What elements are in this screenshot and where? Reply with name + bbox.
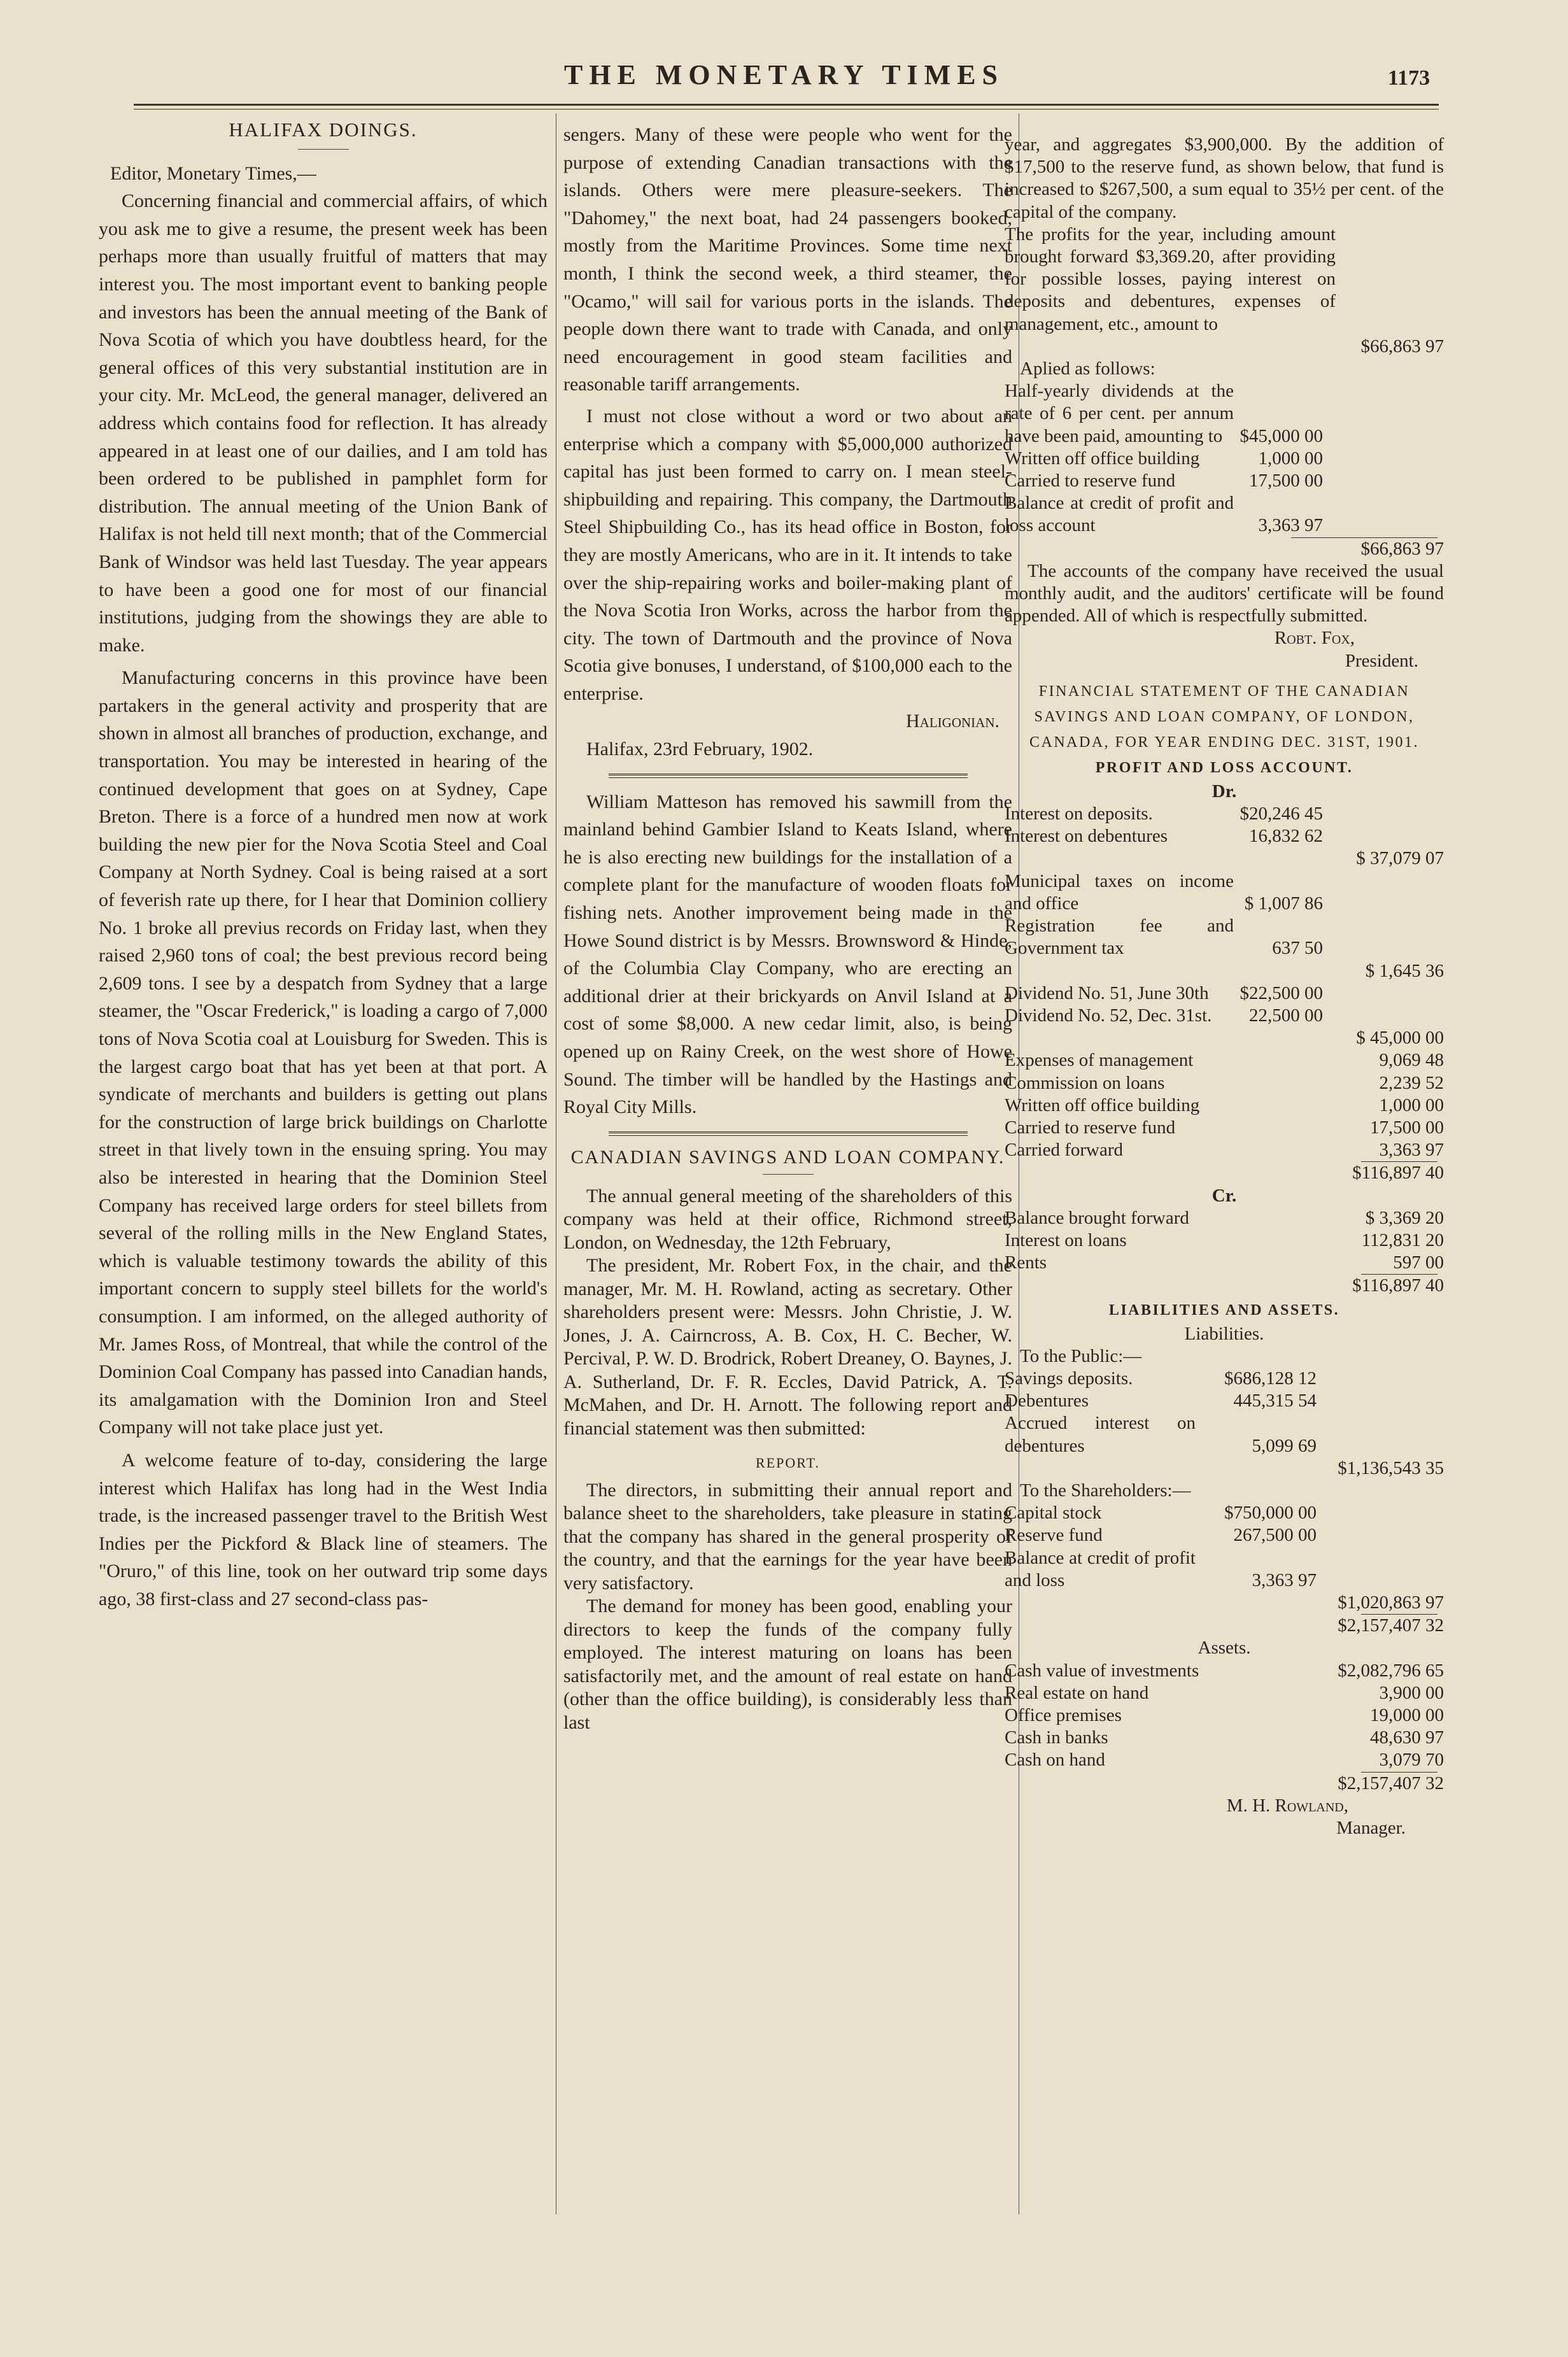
amount: 48,630 97 xyxy=(1370,1727,1444,1748)
dr-label: Dr. xyxy=(1211,781,1237,802)
amount: $20,246 45 xyxy=(1240,803,1323,825)
amount: 17,500 00 xyxy=(1370,1117,1444,1138)
line-label: Dividend No. 52, Dec. 31st. xyxy=(1005,1005,1212,1026)
amount: $22,500 00 xyxy=(1240,982,1323,1003)
line-label: Reserve fund xyxy=(1005,1525,1103,1546)
amount: 16,832 62 xyxy=(1249,826,1323,847)
masthead-rule xyxy=(134,104,1439,106)
amount: 112,831 20 xyxy=(1361,1229,1444,1250)
amount: 3,363 97 xyxy=(1252,1569,1317,1590)
line-label: Savings deposits. xyxy=(1005,1368,1133,1389)
paragraph: sengers. Many of these were people who went for the purpose of extending Canadian transactions with the islands. Others were mere pleasure-seekers. The "Dahomey," the next boat, had 24 passengers booked, mostly from the Maritime Provinces. Some time next month, I think the second week, a third steamer, the "Ocamo," will sail for various ports in the islands. The people down there want to trade with Canada, and only need encouragement in good steam facilities and reasonable tariff arrangements. xyxy=(563,124,1012,395)
paragraph: I must not close without a word or two about an enterprise which a company with $5,000,000 authorized capital has just been formed to carry on. I mean steel-shipbuilding and repairing. This company, the Dartmouth Steel Shipbuilding Co., has its head office in Boston, for they are mostly Americans, who are in it. It intends to take over the ship-repairing works and boiler-making plant of the Nova Scotia Iron Works, across the harbor from the city. The town of Dartmouth and the province of Nova Scotia give bonuses, I understand, of $100,000 each to the enterprise. xyxy=(563,405,1012,704)
paragraph: Concerning financial and commercial affairs, of which you ask me to give a resume, the present week has been perhaps more than usually fruitful of matters that may interest you. The most important event to banking people and investors has been the annual meeting of the Bank of Nova Scotia of which you have doubtless heard, for the general offices of this very substantial institution are in your city. Mr. McLeod, the general manager, delivered an address which contains food for reflection. It has already appeared in at least one of our dailies, and I am told has been ordered to be published in pamphlet form for distribution. The annual meeting of the Union Bank of Halifax is not held till next month; that of the Commercial Bank of Windsor was held last Tuesday. The year appears to have been a good one for most of our financial institutions, judging from the showings they are able to make. xyxy=(99,190,547,656)
amount: 3,363 97 xyxy=(1379,1140,1444,1161)
paragraph: The directors, in submitting their annual report and balance sheet to the shareholders, take pleasure in stating that the company has shared in the general prosperity of the country, and that the earnings for the year have been very satisfactory. xyxy=(563,1479,1012,1594)
amount-total: $ 45,000 00 xyxy=(1356,1028,1444,1049)
amount-total: $2,157,407 32 xyxy=(1338,1615,1444,1636)
line-label: Accrued interest on debentures xyxy=(1005,1413,1196,1456)
amount: $45,000 00 xyxy=(1240,425,1323,446)
manager-name: M. H. Rowland, xyxy=(1226,1795,1348,1816)
amount: 1,000 00 xyxy=(1258,448,1323,469)
line-label: Balance brought forward xyxy=(1005,1207,1189,1228)
amount: 9,069 48 xyxy=(1379,1050,1444,1071)
paragraph: A welcome feature of to-day, considering the large interest which Halifax has long had in the West India trade, is the increased passenger travel to the British West Indies per the Pickford & Black line of steamers. The "Oruro," of this line, took on her outward trip some days ago, 38 first-class and 27 second-class pas- xyxy=(99,1449,547,1610)
liabilities-label: Liabilities. xyxy=(1184,1323,1264,1344)
line-label: Half-yearly dividends at the rate of 6 per cent. per annum have been paid, amounting to xyxy=(1005,381,1234,446)
paragraph: year, and aggregates $3,900,000. By the addition of $17,500 to the reserve fund, as shown below, that fund is increased to $267,500, a sum equal to 35½ per cent. of the capital of the company. xyxy=(1005,134,1444,222)
line-label: Commission on loans xyxy=(1005,1072,1165,1093)
paragraph: The annual general meeting of the shareholders of this company was held at their office, Richmond street, London, on Wednesday, the 12th February, xyxy=(563,1185,1012,1253)
amount-total: $1,020,863 97 xyxy=(1338,1592,1444,1613)
line-label: Office premises xyxy=(1005,1705,1122,1725)
amount-total: $66,863 97 xyxy=(1360,538,1444,559)
amount: $66,863 97 xyxy=(1360,336,1444,357)
heading-rule xyxy=(298,149,349,150)
page-number: 1173 xyxy=(1388,66,1430,90)
salutation: Editor, Monetary Times,— xyxy=(110,162,316,184)
amount: 1,000 00 xyxy=(1379,1094,1444,1115)
cr-label: Cr. xyxy=(1211,1185,1237,1206)
masthead-rule-thin xyxy=(134,109,1439,110)
line-label: Carried to reserve fund xyxy=(1005,471,1176,492)
line-label: Dividend No. 51, June 30th xyxy=(1005,982,1209,1003)
amount-total: $116,897 40 xyxy=(1352,1163,1444,1184)
line-label: Debentures xyxy=(1005,1391,1089,1412)
amount-total: $116,897 40 xyxy=(1352,1275,1444,1296)
line-label: Real estate on hand xyxy=(1005,1682,1149,1703)
line-label: Interest on debentures xyxy=(1005,826,1168,847)
line-label: Rents xyxy=(1005,1252,1047,1273)
amount: 22,500 00 xyxy=(1249,1005,1323,1026)
masthead-title: THE MONETARY TIMES xyxy=(563,59,1005,90)
line-label: Cash on hand xyxy=(1005,1750,1105,1771)
paragraph: The demand for money has been good, enabling your directors to keep the funds of the company fully employed. The interest maturing on loans has been satisfactorily met, and the amount of real estate on hand (other than the office building), is considerably less than last xyxy=(563,1596,1012,1733)
amount: 17,500 00 xyxy=(1249,471,1323,492)
line-label: Balance at credit of profit and loss xyxy=(1005,1547,1196,1590)
amount: 3,079 70 xyxy=(1379,1750,1444,1771)
amount-total: $1,136,543 35 xyxy=(1338,1457,1444,1478)
dateline: Halifax, 23rd February, 1902. xyxy=(586,739,814,760)
line-label: Carried forward xyxy=(1005,1140,1123,1161)
line-label: Interest on loans xyxy=(1005,1229,1127,1250)
line-label: Cash in banks xyxy=(1005,1727,1108,1748)
profits-text: The profits for the year, including amount brought forward $3,369.20, after providing for possible losses, paying interest on deposits and debentures, expenses of management, etc., amount to xyxy=(1005,223,1336,334)
line-label: Written off office building xyxy=(1005,1094,1200,1115)
article-heading: HALIFAX DOINGS. xyxy=(229,118,418,141)
line-label: Expenses of management xyxy=(1005,1050,1194,1071)
section-rule xyxy=(609,1131,968,1136)
amount: 597 00 xyxy=(1393,1252,1444,1273)
amount-total: $ 37,079 07 xyxy=(1356,848,1444,869)
signature: Haligonian. xyxy=(906,711,999,732)
amount: $ 1,007 86 xyxy=(1244,893,1323,914)
amount: 2,239 52 xyxy=(1379,1072,1444,1093)
section-rule xyxy=(609,774,968,778)
amount: $750,000 00 xyxy=(1224,1503,1317,1524)
amount: 3,363 97 xyxy=(1258,515,1323,536)
line-label: Carried to reserve fund xyxy=(1005,1117,1176,1138)
company-heading: CANADIAN SAVINGS AND LOAN COMPANY. xyxy=(570,1146,1005,1168)
to-public-label: To the Public:— xyxy=(1020,1345,1142,1366)
amount: $2,082,796 65 xyxy=(1338,1660,1444,1681)
line-label: Balance at credit of profit and loss account xyxy=(1005,493,1234,536)
paragraph: The accounts of the company have received the usual monthly audit, and the auditors' certificate will be found appended. All of which is respectfully submitted. xyxy=(1005,560,1444,626)
amount-total: $2,157,407 32 xyxy=(1338,1773,1444,1794)
line-label: Written off office building xyxy=(1005,448,1200,469)
amount: 19,000 00 xyxy=(1370,1705,1444,1725)
line-label: Cash value of investments xyxy=(1005,1660,1199,1681)
paragraph: Manufacturing concerns in this province have been partakers in the general activity and prosperity that are shown in almost all branches of production, exchange, and transportation. You may be interested in hearing of the continued development that goes on at Sydney, Cape Breton. There is a force of a hundred men now at work building the new pier for the Nova Scotia Steel and Coal Company at North Sydney. Coal is being raised at a sort of feverish rate up there, for I hear that Dominion colliery No. 1 broke all previus records on Friday last, when they raised 2,960 tons of coal; the best previous record being 2,609 tons. I see by a despatch from Sydney that a large steamer, the "Oscar Frederick," is loading a cargo of 7,000 tons of Nova Scotia coal at Louisburg for Sweden. This is the largest cargo boat that has yet been at that port. A syndicate of merchants and builders is getting out plans for the construction of large brick buildings on Charlotte street in that lively town in the ensuing spring. You may also be interested in hearing that the Dominion Steel Company has received large orders for steel billets from several of the rolling mills in the New England States, which is valuable testimony towards the ability of this important concern to supply steel billets for the world's consumption. I am informed, on the alleged authority of Mr. James Ross, of Montreal, that while the control of the Dominion Coal Company has passed into Canadian hands, its amalgamation with the Dominion Iron and Steel Company will not take place just yet. xyxy=(99,667,547,1438)
signer-title: President. xyxy=(1345,650,1418,671)
to-shareholders-label: To the Shareholders:— xyxy=(1020,1480,1191,1501)
line-label: Registration fee and Government tax xyxy=(1005,916,1234,959)
column-financial xyxy=(1005,134,1444,1839)
amount: $ 3,369 20 xyxy=(1365,1207,1444,1228)
statement-heading: FINANCIAL STATEMENT OF THE CANADIAN SAVINGS AND LOAN COMPANY, OF LONDON, CANADA, FOR YEAR ENDING DEC. 31ST, 1901. xyxy=(1029,683,1419,751)
line-label: Interest on deposits. xyxy=(1005,803,1153,825)
column-halifax-doings xyxy=(99,116,547,1613)
amount: 445,315 54 xyxy=(1233,1391,1317,1412)
paragraph: The president, Mr. Robert Fox, in the chair, and the manager, Mr. M. H. Rowland, acting as secretary. Other shareholders present were: Messrs. John Christie, J. W. Jones, J. A. Cairncross, A. B. Cox, H. C. Becher, W. Percival, P. W. D. Brodrick, Robert Dreaney, O. Baynes, J. A. Sutherland, Dr. F. R. Eccles, David Patrick, A. T. McMahen, and Dr. H. Arnott. The following report and financial statement was then submitted: xyxy=(563,1255,1012,1439)
amount: 3,900 00 xyxy=(1379,1682,1444,1703)
matteson-item: William Matteson has removed his sawmill from the mainland behind Gambier Island to Keats Island, where he is also erecting new buildings for the installation of a complete plant for the manufacture of wooden floats for fishing nets. Another improvement being made in the Howe Sound district is by Messrs. Brownsword & Hinde, of the Columbia Clay Company, who are erecting an additional drier at their brickyards on Anvil Island at a cost of some $8,000. A new cedar limit, also, is being opened up on Rainy Creek, on the west shore of Howe Sound. The timber will be handled by the Hastings and Royal City Mills. xyxy=(563,791,1012,1118)
column-middle xyxy=(563,121,1012,1734)
pl-heading: PROFIT AND LOSS ACCOUNT. xyxy=(1095,759,1353,776)
la-heading: LIABILITIES AND ASSETS. xyxy=(1108,1301,1340,1319)
signer: Robt. Fox, xyxy=(1274,628,1355,649)
manager-title: Manager. xyxy=(1336,1818,1406,1839)
amount: 5,099 69 xyxy=(1252,1435,1317,1456)
line-label: Capital stock xyxy=(1005,1503,1102,1524)
amount: 267,500 00 xyxy=(1233,1525,1317,1546)
applied-label: Aplied as follows: xyxy=(1020,358,1155,379)
heading-rule xyxy=(763,1174,814,1175)
amount: $686,128 12 xyxy=(1224,1368,1317,1389)
assets-label: Assets. xyxy=(1197,1638,1251,1659)
report-heading: REPORT. xyxy=(756,1455,820,1471)
line-label: Municipal taxes on income and office xyxy=(1005,870,1234,914)
amount-total: $ 1,645 36 xyxy=(1365,960,1444,981)
amount: 637 50 xyxy=(1272,938,1323,959)
